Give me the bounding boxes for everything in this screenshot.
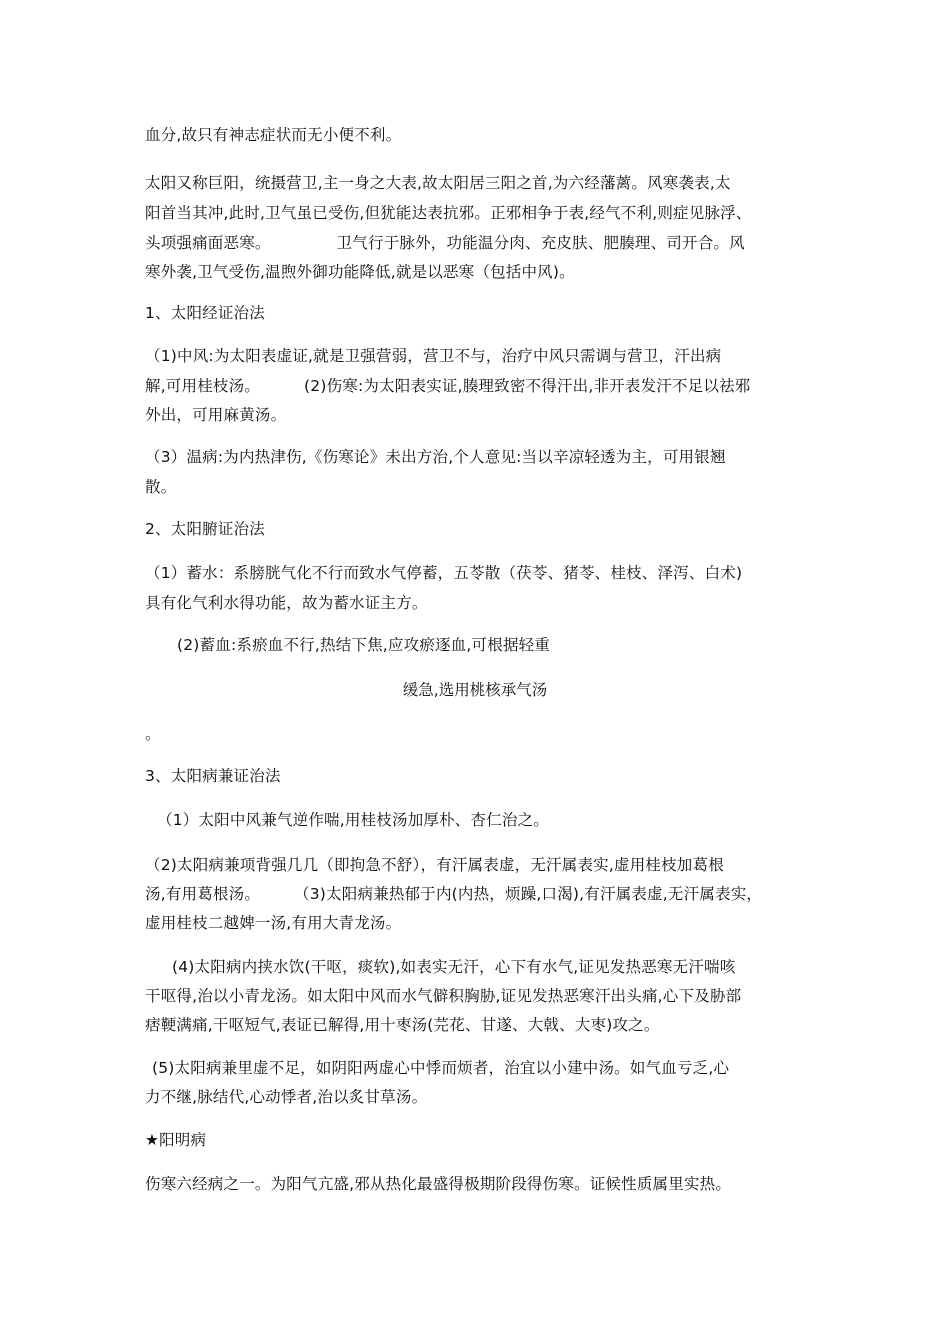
paragraph-line: 痞鞕满痛,干呕短气,表证已解得,用十枣汤(芫花、甘遂、大戟、大枣)攻之。 xyxy=(145,1016,660,1034)
paragraph-line xyxy=(145,884,762,904)
paragraph-line: 伤寒六经病之一。为阳气亢盛,邪从热化最盛得极期阶段得伤寒。证候性质属里实热。 xyxy=(145,1175,732,1193)
paragraph-line xyxy=(145,376,750,396)
text-segment: 头项强痛面恶寒。 xyxy=(145,234,271,252)
paragraph-line: 外出，可用麻黄汤。 xyxy=(145,406,287,424)
text-segment: 汤,有用葛根汤。 xyxy=(145,885,261,903)
text-segment: (2)伤寒:为太阳表实证,腠理致密不得汗出,非开表发汗不足以祛邪 xyxy=(304,377,751,395)
section-heading: 2、太阳腑证治法 xyxy=(145,520,265,538)
paragraph-line-centered: 缓急,选用桃核承气汤 xyxy=(402,681,548,699)
paragraph-line: 干呕得,治以小青龙汤。如太阳中风而水气僻积胸胁,证见发热恶寒汗出头痛,心下及胁部 xyxy=(145,987,742,1005)
paragraph-line: (5)太阳病兼里虚不足，如阴阳两虚心中悸而烦者，治宜以小建中汤。如气血亏乏,心 xyxy=(152,1059,730,1077)
section-heading: 3、太阳病兼证治法 xyxy=(145,767,281,785)
text-segment: 解,可用桂枝汤。 xyxy=(145,377,261,395)
paragraph-line: (2)蓄血:系瘀血不行,热结下焦,应攻瘀逐血,可根据轻重 xyxy=(177,636,551,654)
paragraph-line: 寒外袭,卫气受伤,温煦外御功能降低,就是以恶寒（包括中风)。 xyxy=(145,263,575,281)
paragraph-line xyxy=(145,233,745,253)
paragraph-line: （1）太阳中风兼气逆作喘,用桂枝汤加厚朴、杏仁治之。 xyxy=(157,811,549,829)
paragraph-line: 血分,故只有神志症状而无小便不利。 xyxy=(145,126,402,144)
section-heading: 1、太阳经证治法 xyxy=(145,304,265,322)
section-heading: ★阳明病 xyxy=(145,1131,207,1149)
paragraph-line: 虚用桂枝二越婢一汤,有用大青龙汤。 xyxy=(145,914,402,932)
paragraph-line: （1）蓄水：系膀胱气化不行而致水气停蓄，五苓散（茯苓、猪苓、桂枝、泽泻、白术) xyxy=(145,564,743,582)
text-segment: 卫气行于脉外，功能温分肉、充皮肤、肥腠理、司开合。风 xyxy=(336,234,745,252)
paragraph-line: （1)中风:为太阳表虚证,就是卫强营弱，营卫不与，治疗中风只需调与营卫，汗出病 xyxy=(145,347,722,365)
text-segment: （3)太阳病兼热郁于内(内热，烦躁,口渴),有汗属表虚,无汗属表实， xyxy=(294,885,763,903)
paragraph-line: （3）温病:为内热津伤,《伤寒论》未出方治,个人意见:当以辛凉轻透为主，可用银翘 xyxy=(145,448,726,466)
paragraph-line: 具有化气利水得功能，故为蓄水证主方。 xyxy=(145,594,428,612)
paragraph-line: 阳首当其冲,此时,卫气虽已受伤,但犹能达表抗邪。正邪相争于表,经气不利,则症见脉浮、 xyxy=(145,204,752,222)
paragraph-line: 散。 xyxy=(145,478,177,496)
paragraph-line: 。 xyxy=(145,725,161,743)
paragraph-line: （2)太阳病兼项背强几几（即拘急不舒），有汗属表虚，无汗属表实,虚用桂枝加葛根 xyxy=(145,856,724,874)
paragraph-line: (4)太阳病内挟水饮(干呕，痰软),如表实无汗，心下有水气,证见发热恶寒无汗喘咳 xyxy=(172,958,736,976)
paragraph-line: 太阳又称巨阳，统摄营卫,主一身之大表,故太阳居三阳之首,为六经藩蓠。风寒袭表,太 xyxy=(145,174,731,192)
paragraph-line: 力不继,脉结代,心动悸者,治以炙甘草汤。 xyxy=(145,1088,428,1106)
